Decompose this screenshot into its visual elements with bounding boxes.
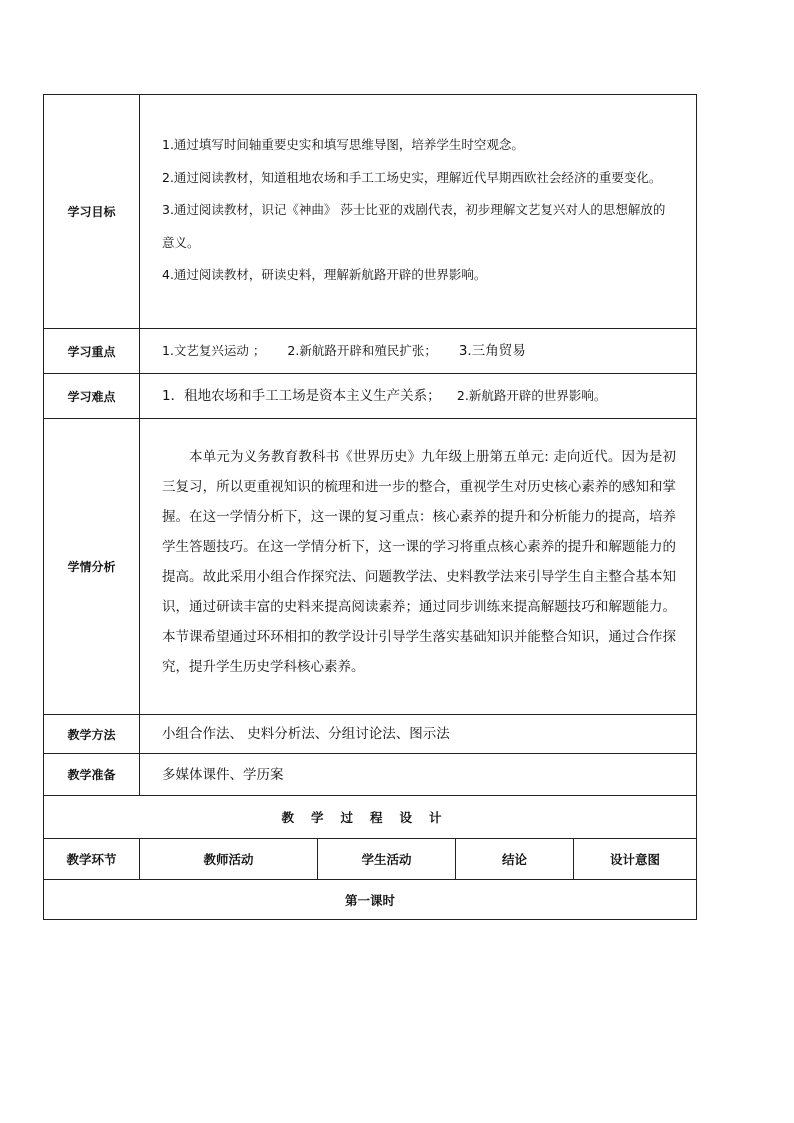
goal-item-1: 1.通过填写时间轴重要史实和填写思维导图，培养学生时空观念。 — [162, 137, 524, 153]
difficulties-content — [140, 374, 697, 419]
preparation-row — [44, 754, 697, 796]
difficulty-2: 2.新航路开辟的世界影响。 — [456, 388, 607, 403]
process-title: 教学过程设计 — [44, 796, 697, 839]
methods-label: 教学方法 — [44, 715, 140, 754]
key-point-2: 2.新航路开辟和殖民扩张； — [287, 343, 437, 358]
methods-text: 小组合作法、 史料分析法、分组讨论法、图示法 — [162, 726, 450, 742]
first-lesson-row — [44, 880, 697, 920]
key-point-3: 3.三角贸易 — [458, 343, 526, 359]
key-point-1: 1.文艺复兴运动 ； — [162, 343, 266, 358]
goal-item-3: 3.通过阅读教材，识记《神曲》 莎士比亚的戏剧代表，初步理解文艺复兴对人的思想解放的意义。 — [162, 202, 666, 250]
difficulties-label: 学习难点 — [44, 374, 140, 419]
lesson-plan-table — [43, 94, 697, 920]
process-title-row — [44, 796, 697, 839]
difficulties-row — [44, 374, 697, 419]
goals-content — [140, 95, 697, 329]
preparation-content — [140, 754, 697, 796]
key-points-content — [140, 329, 697, 374]
column-conclusion: 结论 — [456, 839, 574, 880]
analysis-text: 本单元为义务教育教科书《世界历史》九年级上册第五单元: 走向近代。因为是初三复习，所以更重视知识的梳理和进一步的整合，重视学生对历史核心素养的感知和掌握。在这一学情分析下，这一课的复习重点：核心素养的提升和分析能力的提高，培养学生答题技巧。在这一学情分析下，这一课的学习将重点核心素养的提升和解题能力的提高。故此采用小组合作探究法、问题教学法、史料教学法来引导学生自主整合基本知识，通过研读丰富的史料来提高阅读素养；通过同步训练来提高解题技巧和解题能力。本节课希望通过环环相扣的教学设计引导学生落实基础知识并能整合知识，通过合作探究，提升学生历史学科核心素养。 — [162, 448, 676, 675]
analysis-content — [140, 419, 697, 715]
difficulty-1: 1．租地农场和手工工场是资本主义生产关系； — [162, 388, 441, 404]
goals-label: 学习目标 — [44, 95, 140, 329]
analysis-row — [44, 419, 697, 715]
key-points-row — [44, 329, 697, 374]
methods-content — [140, 715, 697, 754]
column-design-intent: 设计意图 — [574, 839, 697, 880]
first-lesson-label: 第一课时 — [44, 880, 697, 920]
process-columns-row — [44, 839, 697, 880]
column-student-activity: 学生活动 — [318, 839, 456, 880]
goal-item-4: 4.通过阅读教材，研读史料，理解新航路开辟的世界影响。 — [162, 267, 487, 283]
column-teacher-activity: 教师活动 — [140, 839, 318, 880]
key-points-label: 学习重点 — [44, 329, 140, 374]
analysis-label: 学情分析 — [44, 419, 140, 715]
goals-row — [44, 95, 697, 329]
preparation-label: 教学准备 — [44, 754, 140, 796]
preparation-text: 多媒体课件、学历案 — [162, 766, 284, 783]
goal-item-2: 2.通过阅读教材，知道租地农场和手工工场史实，理解近代早期西欧社会经济的重要变化。 — [162, 169, 662, 185]
methods-row — [44, 715, 697, 754]
column-stage: 教学环节 — [44, 839, 140, 880]
